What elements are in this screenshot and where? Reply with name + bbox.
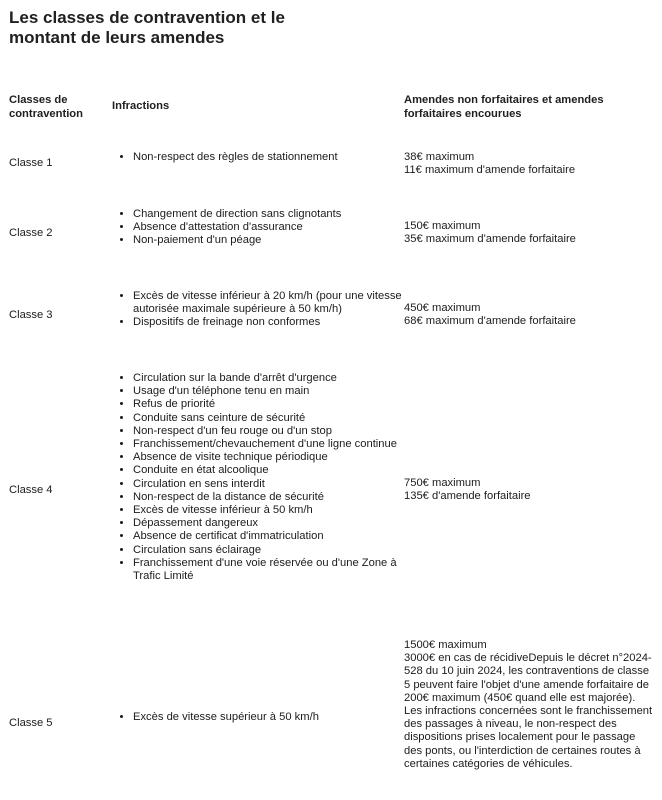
list-item: • Non-respect des règles de stationnement [133,151,415,164]
list-item: • Usage d'un téléphone tenu en main [133,385,415,398]
list-item: • Excès de vitesse supérieur à 50 km/h [133,711,415,724]
list-item: • Franchissement d'une voie réservée ou d'une Zone à Trafic Limité [133,557,415,583]
list-item: • Non-respect de la distance de sécurité [133,491,415,504]
list-item: • Non-respect d'un feu rouge ou d'un stop [133,425,415,438]
list-item: • Absence d'attestation d'assurance [133,221,415,234]
list-item: • Changement de direction sans clignotants [133,208,415,221]
fine-forfait: 11€ maximum d'amende forfaitaire [404,164,576,177]
fine-amounts [404,151,654,177]
class-label: Classe 5 [9,717,53,729]
list-item: • Conduite en état alcoolique [133,464,415,477]
fine-forfait: 135€ d'amende forfaitaire [404,490,531,503]
fine-max: 1500€ maximum [404,639,487,651]
list-item: • Excès de vitesse inférieur à 50 km/h [133,504,415,517]
infractions-list [117,208,415,248]
list-item: • Circulation sans éclairage [133,544,415,557]
list-item: • Conduite sans ceinture de sécurité [133,412,415,425]
list-item: • Refus de priorité [133,398,415,411]
list-item: • Circulation sur la bande d'arrêt d'urgence [133,372,415,385]
page-title: Les classes de contravention et le montant de leurs amendes [9,8,285,47]
fine-forfait: 35€ maximum d'amende forfaitaire [404,233,576,246]
class-label: Classe 1 [9,157,53,169]
fine-max: 38€ maximum [404,151,475,163]
fine-recidive-note: 3000€ en cas de récidiveDepuis le décret n°2024-528 du 10 juin 2024, les contraventions de classe 5 peuvent faire l'objet d'une amende forfaitaire de 200€ maximum (450€ quand elle est majorée). Les infractions concernées sont le franchissement des passages à niveau, le non-respect des dispositions prises localement pour le passage des ponts, ou l'interdiction de certaines routes à certaines catégories de véhicules. [404,652,653,770]
list-item: • Absence de certificat d'immatriculation [133,530,415,543]
fine-amounts [404,639,654,771]
header-amendes: Amendes non forfaitaires et amendes forfaitaires encourues [404,94,604,120]
list-item: • Dépassement dangereux [133,517,415,530]
infractions-list [117,372,415,583]
list-item: • Excès de vitesse inférieur à 20 km/h (pour une vitesse autorisée maximale supérieure à 50 km/h) [133,290,415,316]
list-item: • Non-paiement d'un péage [133,234,415,247]
list-item: • Dispositifs de freinage non conformes [133,316,415,329]
fine-max: 150€ maximum [404,220,481,232]
fine-forfait: 68€ maximum d'amende forfaitaire [404,315,576,328]
list-item: • Circulation en sens interdit [133,478,415,491]
header-classes: Classes de contravention [9,94,83,120]
fine-max: 450€ maximum [404,302,481,314]
list-item: • Franchissement/chevauchement d'une ligne continue [133,438,415,451]
infractions-list [117,290,415,330]
fine-max: 750€ maximum [404,477,481,489]
header-infractions: Infractions [112,100,170,112]
list-item: • Absence de visite technique périodique [133,451,415,464]
infractions-list [117,151,415,164]
fine-amounts [404,302,654,328]
fine-amounts [404,477,654,503]
infractions-list [117,711,415,724]
class-label: Classe 3 [9,309,53,321]
fine-amounts [404,220,654,246]
class-label: Classe 2 [9,227,53,239]
class-label: Classe 4 [9,484,53,496]
